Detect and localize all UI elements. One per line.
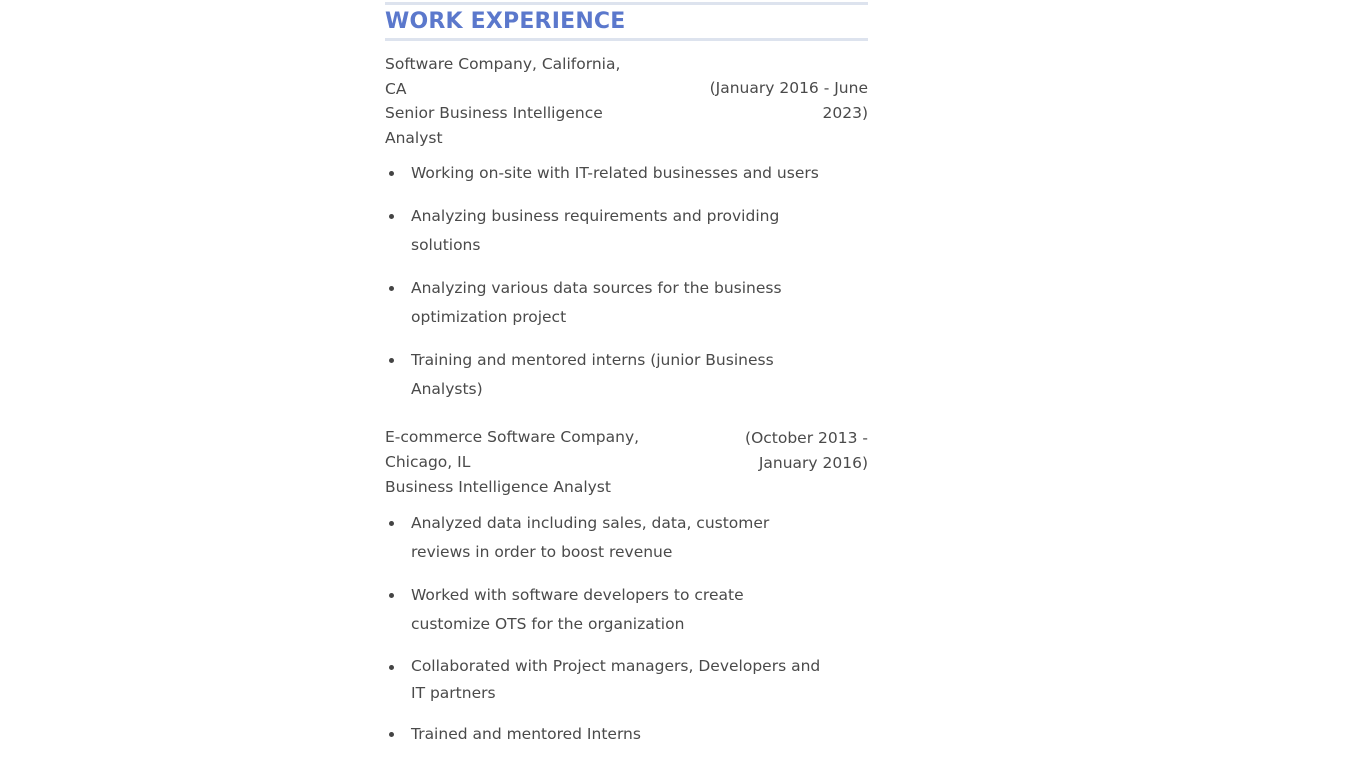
list-item (385, 581, 868, 640)
list-item (385, 159, 868, 189)
bullet-icon (389, 593, 394, 598)
bullet-icon (389, 358, 394, 363)
bullet-text: Collaborated with Project managers, Developers and (411, 656, 821, 675)
list-item (385, 509, 868, 568)
list-item (385, 346, 868, 405)
job-company-line1: Software Company, California, (385, 55, 621, 73)
bullet-icon (389, 521, 394, 526)
job-1-bullets (385, 159, 868, 405)
bullet-text-cont: IT partners (411, 683, 496, 702)
list-item (385, 274, 868, 333)
section-title: WORK EXPERIENCE (385, 9, 626, 34)
bullet-text-cont: Analysts) (411, 380, 483, 398)
job-heading (385, 52, 675, 150)
list-item (385, 720, 868, 750)
job-dates (688, 426, 868, 477)
work-experience-section (385, 0, 868, 762)
bullet-text: Worked with software developers to create (411, 585, 744, 604)
section-bottom-rule (385, 38, 868, 41)
list-item (385, 653, 868, 707)
job-entry-2 (385, 425, 868, 500)
bullet-icon (389, 665, 394, 670)
job-company-line1: E-commerce Software Company, (385, 427, 640, 446)
job-company-line2: Chicago, IL (385, 452, 471, 471)
bullet-icon (389, 732, 394, 737)
job-dates (688, 76, 868, 125)
bullet-icon (389, 214, 394, 219)
job-entry-1 (385, 52, 868, 150)
job-role-line2: Analyst (385, 128, 443, 147)
bullet-text: Trained and mentored Interns (411, 724, 641, 743)
bullet-text: Analyzing various data sources for the business (411, 278, 782, 297)
bullet-text-cont: customize OTS for the organization (411, 615, 685, 633)
job-role-line1: Business Intelligence Analyst (385, 477, 611, 496)
bullet-text: Training and mentored interns (junior Business (411, 350, 774, 369)
job-dates-line1: (January 2016 - June (709, 79, 868, 97)
bullet-text-cont: reviews in order to boost revenue (411, 543, 673, 561)
bullet-text: Analyzing business requirements and providing (411, 206, 780, 225)
job-dates-line1: (October 2013 - (745, 428, 868, 447)
job-dates-line2: January 2016) (758, 454, 868, 472)
job-role-line1: Senior Business Intelligence (385, 104, 603, 122)
bullet-icon (389, 171, 394, 176)
job-2-bullets (385, 509, 868, 750)
job-heading (385, 425, 675, 500)
bullet-icon (389, 286, 394, 291)
job-company-line2: CA (385, 79, 407, 98)
bullet-text: Analyzed data including sales, data, customer (411, 513, 770, 532)
list-item (385, 202, 868, 261)
bullet-text-cont: optimization project (411, 308, 567, 326)
bullet-text: Working on-site with IT-related businesses and users (411, 164, 819, 182)
bullet-text-cont: solutions (411, 236, 481, 254)
job-dates-line2: 2023) (822, 103, 868, 122)
